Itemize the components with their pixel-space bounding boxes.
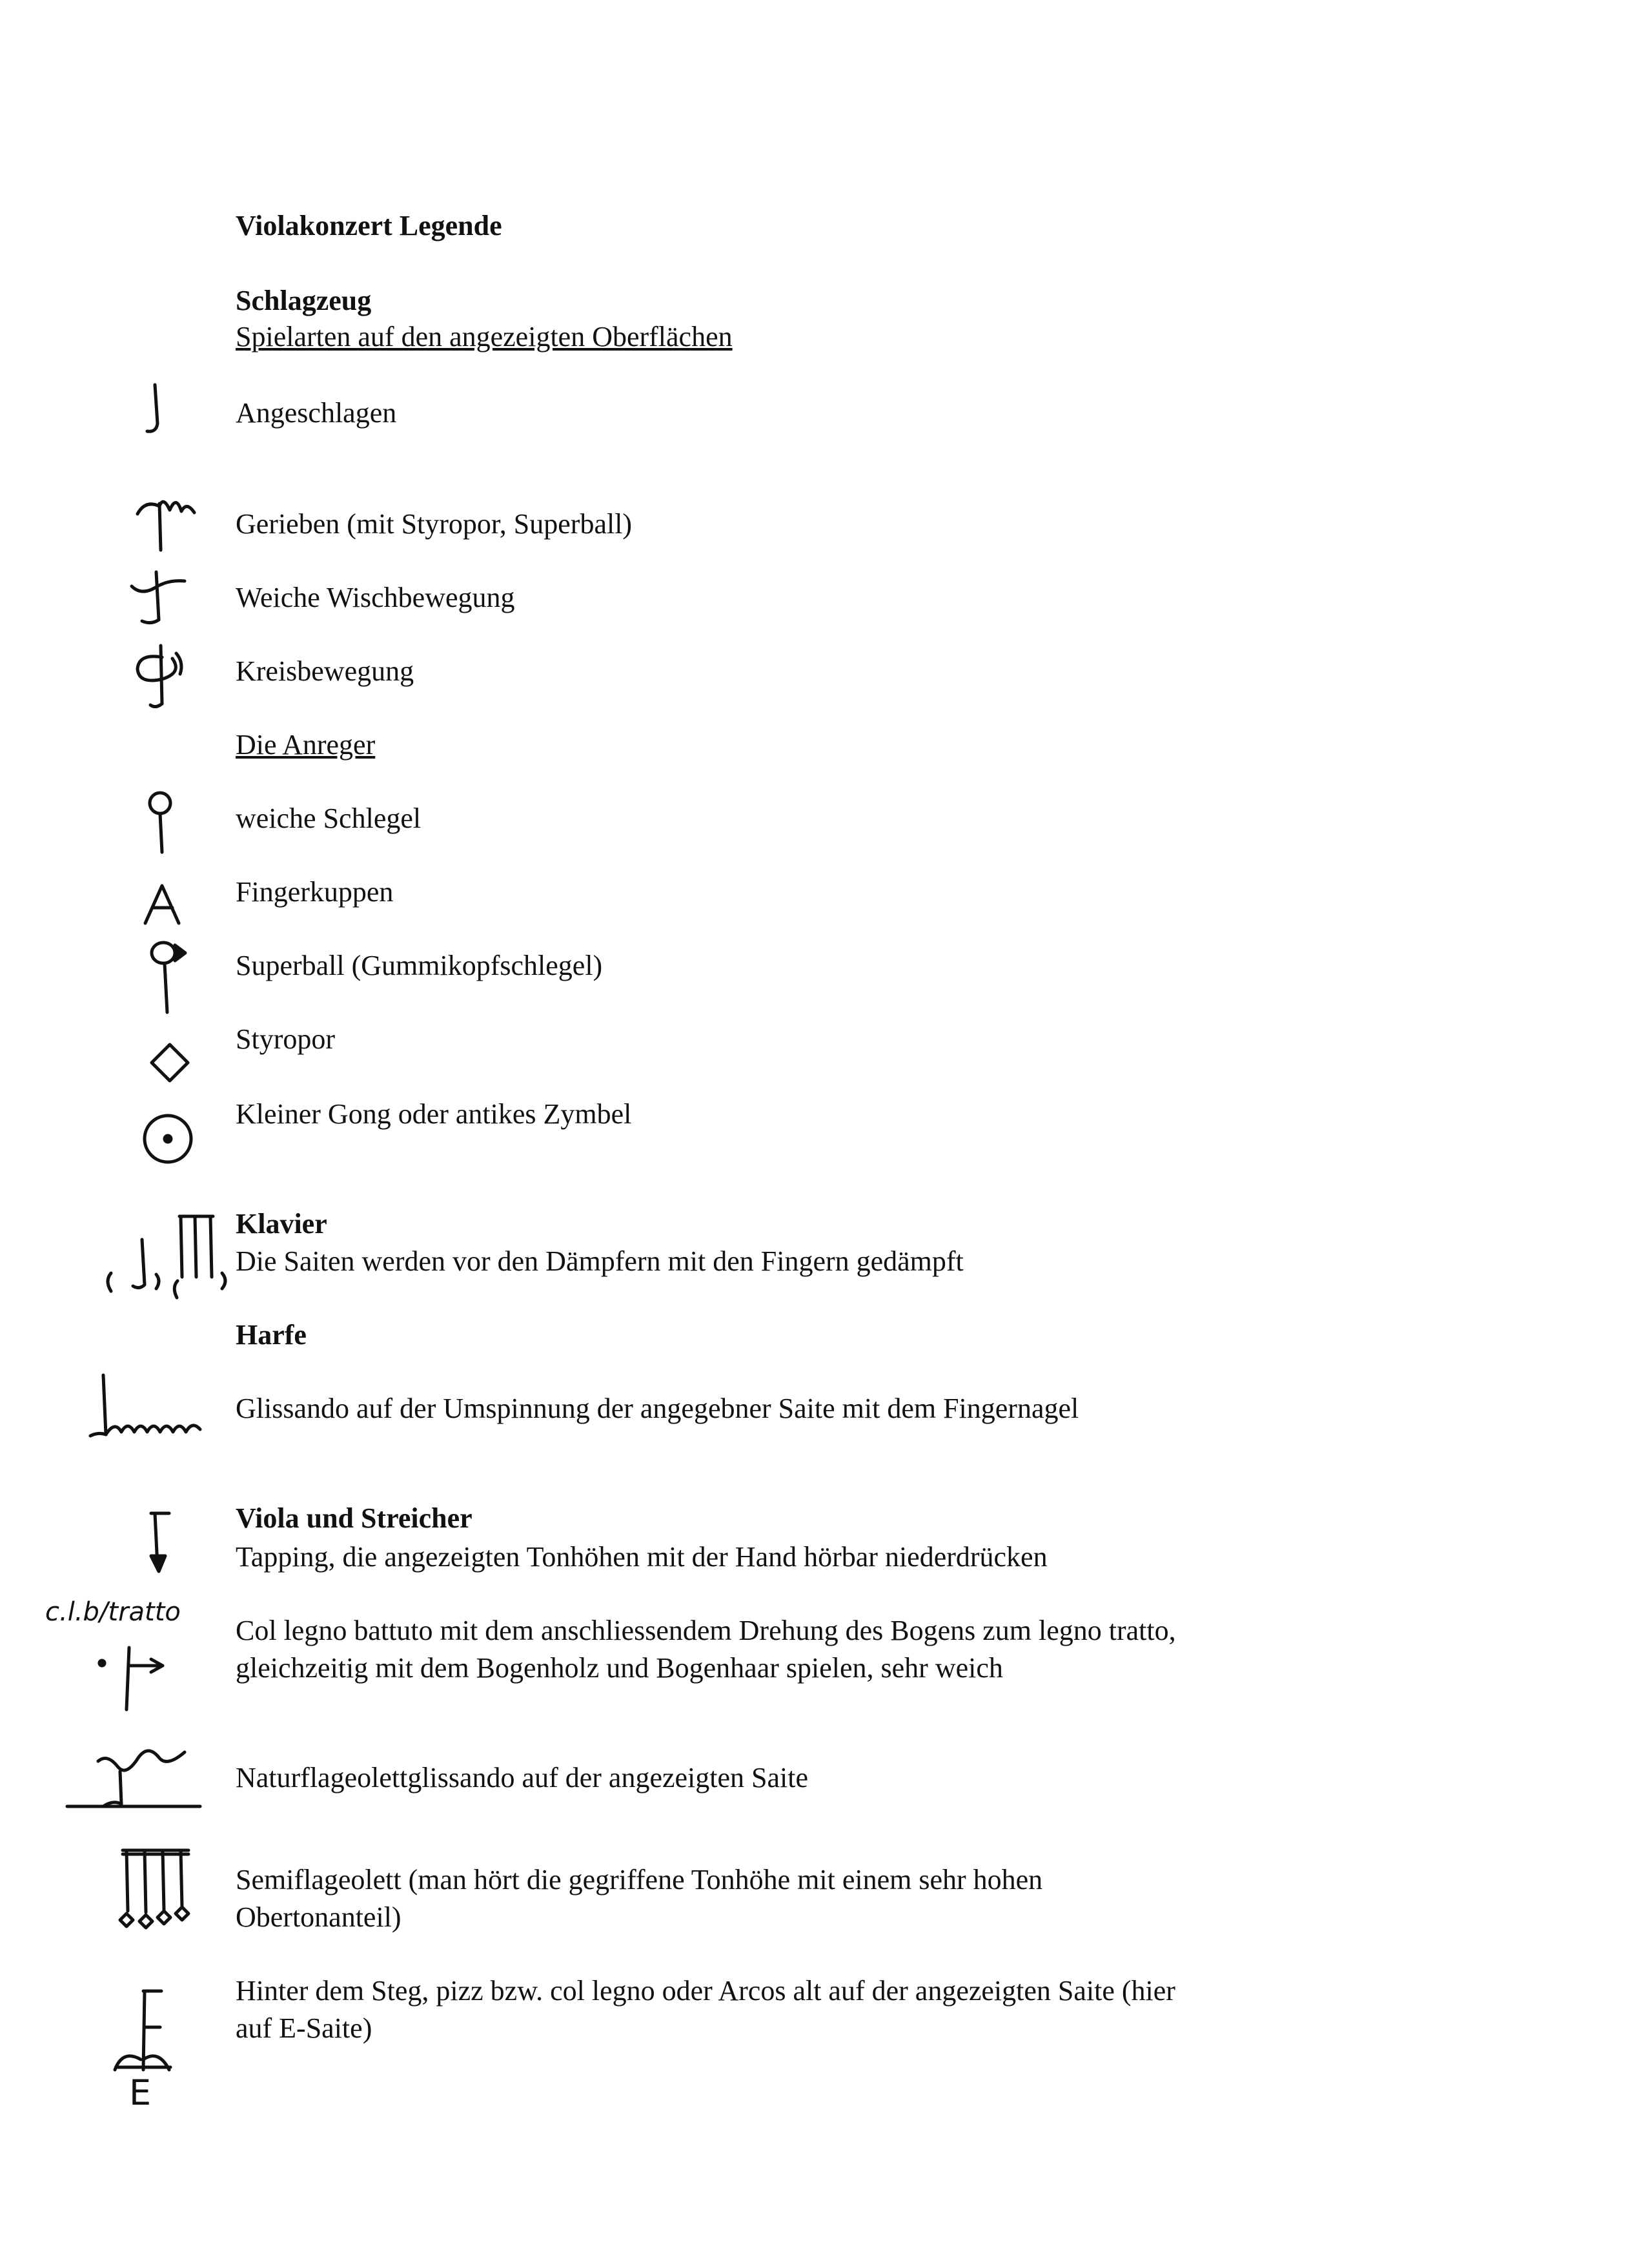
- stroke-icon: [129, 381, 181, 439]
- klavier-heading: Klavier: [236, 1208, 327, 1240]
- harfe-text: Glissando auf der Umspinnung der angegebner Saite mit dem Fingernagel: [236, 1393, 1079, 1424]
- schlagzeug-heading: Schlagzeug: [236, 285, 372, 316]
- tapping-icon: [129, 1504, 187, 1582]
- natural-harmonic-glissando-icon: [58, 1735, 207, 1819]
- harp-glissando-icon: [77, 1362, 213, 1453]
- streicher-heading: Viola und Streicher: [236, 1502, 472, 1534]
- steg-text-1: Hinter dem Steg, pizz bzw. col legno oder Arcos alt auf der angezeigten Saite (hier: [236, 1975, 1175, 2007]
- schlagzeug-item-label: Weiche Wischbewegung: [236, 582, 515, 613]
- circle-motion-icon: [126, 639, 197, 717]
- klavier-text: Die Saiten werden vor den Dämpfern mit den Fingern gedämpft: [236, 1245, 964, 1277]
- natur-text: Naturflageolettglissando auf der angezeigten Saite: [236, 1762, 808, 1793]
- anreger-item-label: weiche Schlegel: [236, 802, 422, 834]
- superball-icon: [139, 936, 197, 1020]
- col-legno-mark: c.l.b/tratto: [45, 1597, 181, 1627]
- semi-harmonic-icon: [103, 1834, 200, 1950]
- col-legno-text-1: Col legno battuto mit dem anschliessendem Drehung des Bogens zum legno tratto,: [236, 1615, 1176, 1646]
- steg-text-2: auf E-Saite): [236, 2012, 372, 2044]
- anreger-item-label: Fingerkuppen: [236, 876, 394, 908]
- anreger-item-label: Kleiner Gong oder antikes Zymbel: [236, 1098, 632, 1130]
- col-legno-text-2: gleichzeitig mit dem Bogenholz und Bogenhaar spielen, sehr weich: [236, 1652, 1003, 1684]
- anreger-item-label: Styropor: [236, 1023, 335, 1055]
- rub-icon: [126, 491, 203, 562]
- styropor-icon: [145, 1039, 197, 1091]
- damped-strings-icon: [97, 1201, 239, 1304]
- anreger-item-label: Superball (Gummikopfschlegel): [236, 950, 603, 981]
- schlagzeug-item-label: Kreisbewegung: [236, 655, 414, 687]
- string-label-e: E: [129, 2072, 152, 2113]
- schlagzeug-item-label: Gerieben (mit Styropor, Superball): [236, 508, 633, 540]
- soft-mallet-icon: [139, 788, 184, 859]
- harfe-heading: Harfe: [236, 1319, 307, 1351]
- semi-text-1: Semiflageolett (man hört die gegriffene Tonhöhe mit einem sehr hohen: [236, 1864, 1043, 1895]
- fingertip-icon: [139, 877, 190, 928]
- schlagzeug-subheading: Spielarten auf den angezeigten Oberflächen: [236, 321, 733, 352]
- page-title: Violakonzert Legende: [236, 210, 502, 241]
- tapping-text: Tapping, die angezeigten Tonhöhen mit der Hand hörbar niederdrücken: [236, 1541, 1048, 1573]
- schlagzeug-item-label: Angeschlagen: [236, 397, 397, 429]
- semi-text-2: Obertonanteil): [236, 1901, 401, 1933]
- anreger-heading: Die Anreger: [236, 729, 376, 761]
- col-legno-icon: [77, 1640, 194, 1717]
- gong-icon: [136, 1110, 200, 1169]
- wipe-icon: [123, 567, 194, 631]
